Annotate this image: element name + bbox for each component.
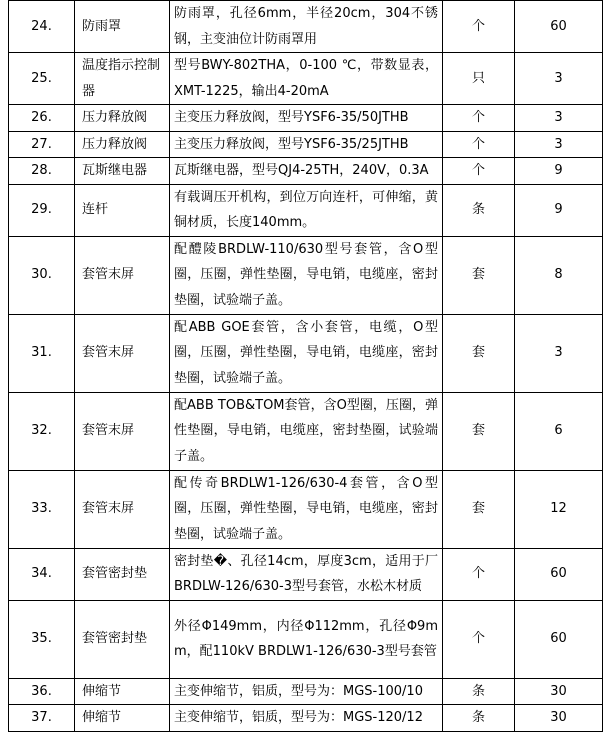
item-name: 压力释放阀 xyxy=(75,131,170,158)
item-unit: 个 xyxy=(443,131,515,158)
item-unit: 个 xyxy=(443,548,515,600)
table-row xyxy=(9,53,603,105)
item-unit: 个 xyxy=(443,158,515,185)
item-name: 套管末屏 xyxy=(75,236,170,314)
item-spec: 型号BWY-802THA，0-100 ℃，带数显表，XMT-1225，输出4-20mA xyxy=(170,53,443,105)
table-row xyxy=(9,678,603,705)
item-spec: 配ABB GOE套管，含小套管，电缆，O型圈，压圈，弹性垫圈，导电销，电缆座，密封垫圈，试验端子盖。 xyxy=(170,314,443,392)
item-spec: 主变压力释放阀，型号YSF6-35/50JTHB xyxy=(170,105,443,132)
table-row xyxy=(9,158,603,185)
row-number: 25. xyxy=(9,53,75,105)
item-unit: 套 xyxy=(443,236,515,314)
item-quantity: 60 xyxy=(515,600,603,678)
item-unit: 条 xyxy=(443,705,515,732)
row-number: 33. xyxy=(9,470,75,548)
item-unit: 个 xyxy=(443,105,515,132)
item-unit: 套 xyxy=(443,314,515,392)
row-number: 31. xyxy=(9,314,75,392)
item-name: 连杆 xyxy=(75,184,170,236)
item-name: 套管末屏 xyxy=(75,314,170,392)
row-number: 37. xyxy=(9,705,75,732)
row-number: 27. xyxy=(9,131,75,158)
item-quantity: 3 xyxy=(515,53,603,105)
table-row xyxy=(9,392,603,470)
table-row xyxy=(9,600,603,678)
item-quantity: 9 xyxy=(515,158,603,185)
item-spec: 防雨罩，孔径6mm，半径20cm，304不锈钢，主变油位计防雨罩用 xyxy=(170,1,443,53)
item-quantity: 8 xyxy=(515,236,603,314)
row-number: 29. xyxy=(9,184,75,236)
row-number: 35. xyxy=(9,600,75,678)
item-name: 套管末屏 xyxy=(75,470,170,548)
item-name: 伸缩节 xyxy=(75,678,170,705)
item-name: 套管末屏 xyxy=(75,392,170,470)
row-number: 36. xyxy=(9,678,75,705)
item-unit: 套 xyxy=(443,470,515,548)
item-quantity: 3 xyxy=(515,105,603,132)
item-spec: 配ABB TOB&TOM套管，含O型圈，压圈，弹性垫圈，导电销，电缆座，密封垫圈，试验端子盖。 xyxy=(170,392,443,470)
row-number: 32. xyxy=(9,392,75,470)
item-name: 伸缩节 xyxy=(75,705,170,732)
item-spec: 配传奇BRDLW1-126/630-4套管，含O型圈，压圈，弹性垫圈，导电销，电缆座，密封垫圈，试验端子盖。 xyxy=(170,470,443,548)
item-quantity: 6 xyxy=(515,392,603,470)
item-quantity: 30 xyxy=(515,705,603,732)
item-unit: 套 xyxy=(443,392,515,470)
item-spec: 有载调压开机构，到位万向连杆，可伸缩，黄铜材质，长度140mm。 xyxy=(170,184,443,236)
spare-parts-table xyxy=(8,0,603,732)
item-spec: 外径Φ149mm，内径Φ112mm，孔径Φ9mm，配110kV BRDLW1-126/630-3型号套管 xyxy=(170,600,443,678)
row-number: 26. xyxy=(9,105,75,132)
item-quantity: 30 xyxy=(515,678,603,705)
item-spec: 配醴陵BRDLW-110/630型号套管，含O型圈，压圈，弹性垫圈，导电销，电缆座，密封垫圈，试验端子盖。 xyxy=(170,236,443,314)
table-row xyxy=(9,105,603,132)
item-spec: 主变压力释放阀，型号YSF6-35/25JTHB xyxy=(170,131,443,158)
table-row xyxy=(9,470,603,548)
item-name: 防雨罩 xyxy=(75,1,170,53)
table-row xyxy=(9,548,603,600)
item-quantity: 3 xyxy=(515,314,603,392)
item-name: 套管密封垫 xyxy=(75,548,170,600)
row-number: 34. xyxy=(9,548,75,600)
item-quantity: 3 xyxy=(515,131,603,158)
table-row xyxy=(9,1,603,53)
item-quantity: 9 xyxy=(515,184,603,236)
item-spec: 主变伸缩节，铝质，型号为：MGS-120/12 xyxy=(170,705,443,732)
item-quantity: 12 xyxy=(515,470,603,548)
item-spec: 瓦斯继电器，型号QJ4-25TH，240V，0.3A xyxy=(170,158,443,185)
item-unit: 个 xyxy=(443,1,515,53)
item-spec: 密封垫�、孔径14cm，厚度3cm，适用于厂BRDLW-126/630-3型号套管，水松木材质 xyxy=(170,548,443,600)
table-row xyxy=(9,314,603,392)
row-number: 28. xyxy=(9,158,75,185)
table-row xyxy=(9,184,603,236)
item-name: 瓦斯继电器 xyxy=(75,158,170,185)
item-unit: 条 xyxy=(443,678,515,705)
item-quantity: 60 xyxy=(515,1,603,53)
item-name: 温度指示控制器 xyxy=(75,53,170,105)
item-unit: 只 xyxy=(443,53,515,105)
item-spec: 主变伸缩节，铝质，型号为：MGS-100/10 xyxy=(170,678,443,705)
table-row xyxy=(9,131,603,158)
row-number: 24. xyxy=(9,1,75,53)
item-name: 压力释放阀 xyxy=(75,105,170,132)
table-row xyxy=(9,236,603,314)
item-name: 套管密封垫 xyxy=(75,600,170,678)
item-quantity: 60 xyxy=(515,548,603,600)
table-body xyxy=(9,1,603,732)
item-unit: 条 xyxy=(443,184,515,236)
row-number: 30. xyxy=(9,236,75,314)
item-unit: 个 xyxy=(443,600,515,678)
